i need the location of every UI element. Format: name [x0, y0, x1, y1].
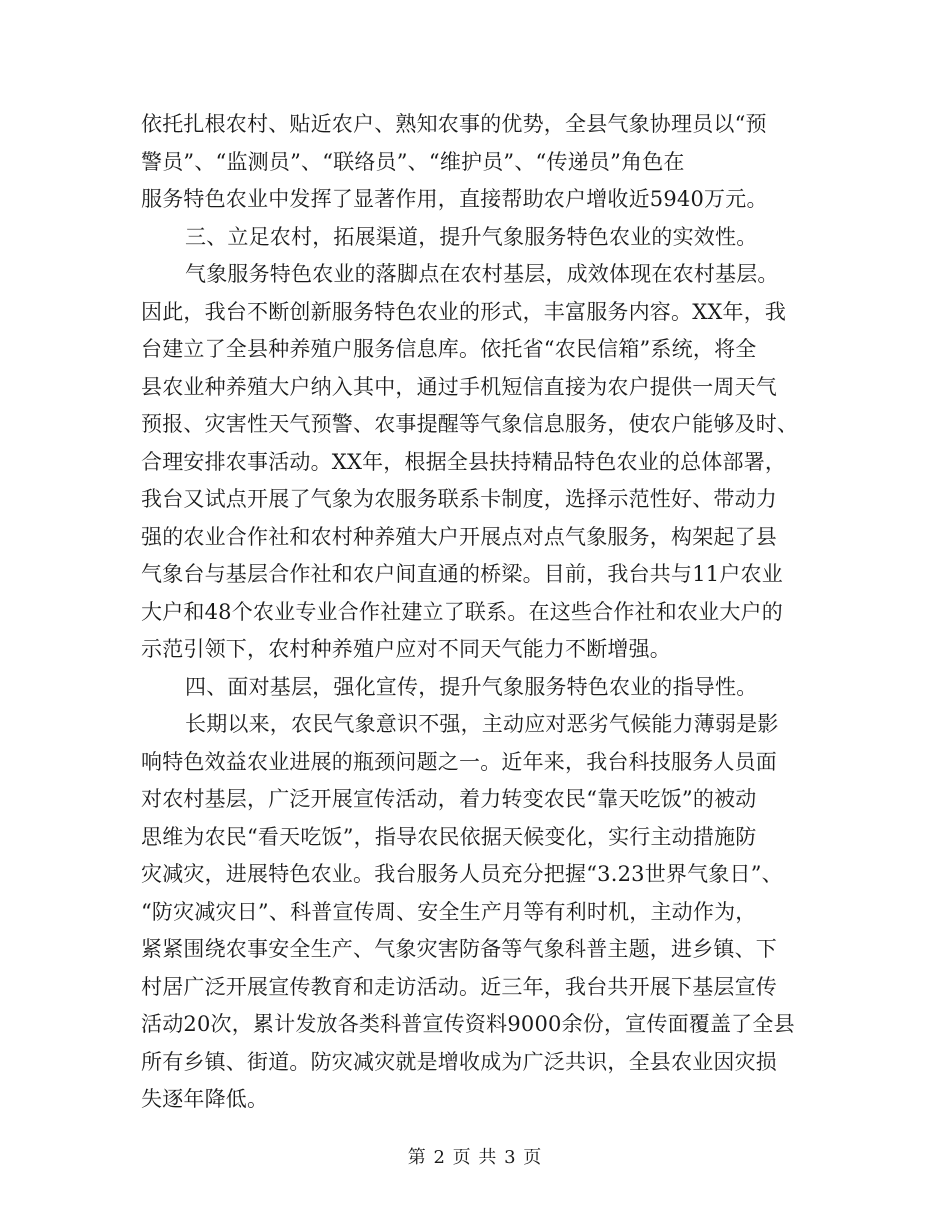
text-line: 因此，我台不断创新服务特色农业的形式，丰富服务内容。XX年，我 [141, 299, 787, 324]
text-line: 依托扎根农村、贴近农户、熟知农事的优势，全县气象协理员以“预 [141, 112, 767, 136]
text-line: 合理安排农事活动。XX年，根据全县扶持精品特色农业的总体部署， [141, 449, 787, 474]
text-line: 我台又试点开展了气象为农服务联系卡制度，选择示范性好、带动力 [141, 487, 777, 511]
text-line: 服务特色农业中发挥了显著作用，直接帮助农户增收近5940万元。 [141, 187, 768, 211]
text-line: 紧紧围绕农事安全生产、气象灾害防备等气象科普主题，进乡镇、下 [141, 937, 777, 961]
text-line: 活动20次，累计发放各类科普宣传资料9000余份，宣传面覆盖了全县 [141, 1012, 795, 1036]
text-line: “防灾减灾日”、科普宣传周、安全生产月等有利时机，主动作为， [141, 899, 757, 924]
text-line: 所有乡镇、街道。防灾减灾就是增收成为广泛共识，全县农业因灾损 [141, 1049, 777, 1074]
text-line: 台建立了全县种养殖户服务信息库。依托省“农民信箱”系统，将全 [141, 337, 757, 361]
text-line: 气象台与基层合作社和农户间直通的桥梁。目前，我台共与11户农业 [141, 562, 783, 586]
text-line: 预报、灾害性天气预警、农事提醒等气象信息服务，使农户能够及时、 [141, 412, 799, 436]
text-line: 四、面对基层，强化宣传，提升气象服务特色农业的指导性。 [185, 674, 758, 699]
text-line: 对农村基层，广泛开展宣传活动，着力转变农民“靠天吃饭”的被动 [141, 787, 757, 811]
text-line: 气象服务特色农业的落脚点在农村基层，成效体现在农村基层。 [185, 262, 779, 286]
text-line: 县农业种养殖大户纳入其中，通过手机短信直接为农户提供一周天气 [141, 374, 777, 399]
text-line: 大户和48个农业专业合作社建立了联系。在这些合作社和农业大户的 [141, 599, 783, 624]
text-line: 村居广泛开展宣传教育和走访活动。近三年，我台共开展下基层宣传 [141, 974, 777, 999]
text-line: 响特色效益农业进展的瓶颈问题之一。近年来，我台科技服务人员面 [141, 749, 777, 774]
page-footer: 第 2 页 共 3 页 [407, 1147, 543, 1168]
text-line: 长期以来，农民气象意识不强，主动应对恶劣气候能力薄弱是影 [185, 712, 779, 736]
text-line: 失逐年降低。 [141, 1087, 269, 1111]
text-line: 思维为农民“看天吃饭”，指导农民依据天候变化，实行主动措施防 [141, 824, 757, 849]
text-line: 三、立足农村，拓展渠道，提升气象服务特色农业的实效性。 [185, 224, 758, 249]
text-line: 强的农业合作社和农村种养殖大户开展点对点气象服务，构架起了县 [141, 524, 777, 549]
text-line: 警员”、“监测员”、“联络员”、“维护员”、“传递员”角色在 [141, 149, 685, 174]
text-line: 灾减灾，进展特色农业。我台服务人员充分把握“3.23世界气象日”、 [141, 862, 783, 886]
document-body [141, 106, 816, 1119]
text-line: 示范引领下，农村种养殖户应对不同天气能力不断增强。 [141, 637, 671, 661]
